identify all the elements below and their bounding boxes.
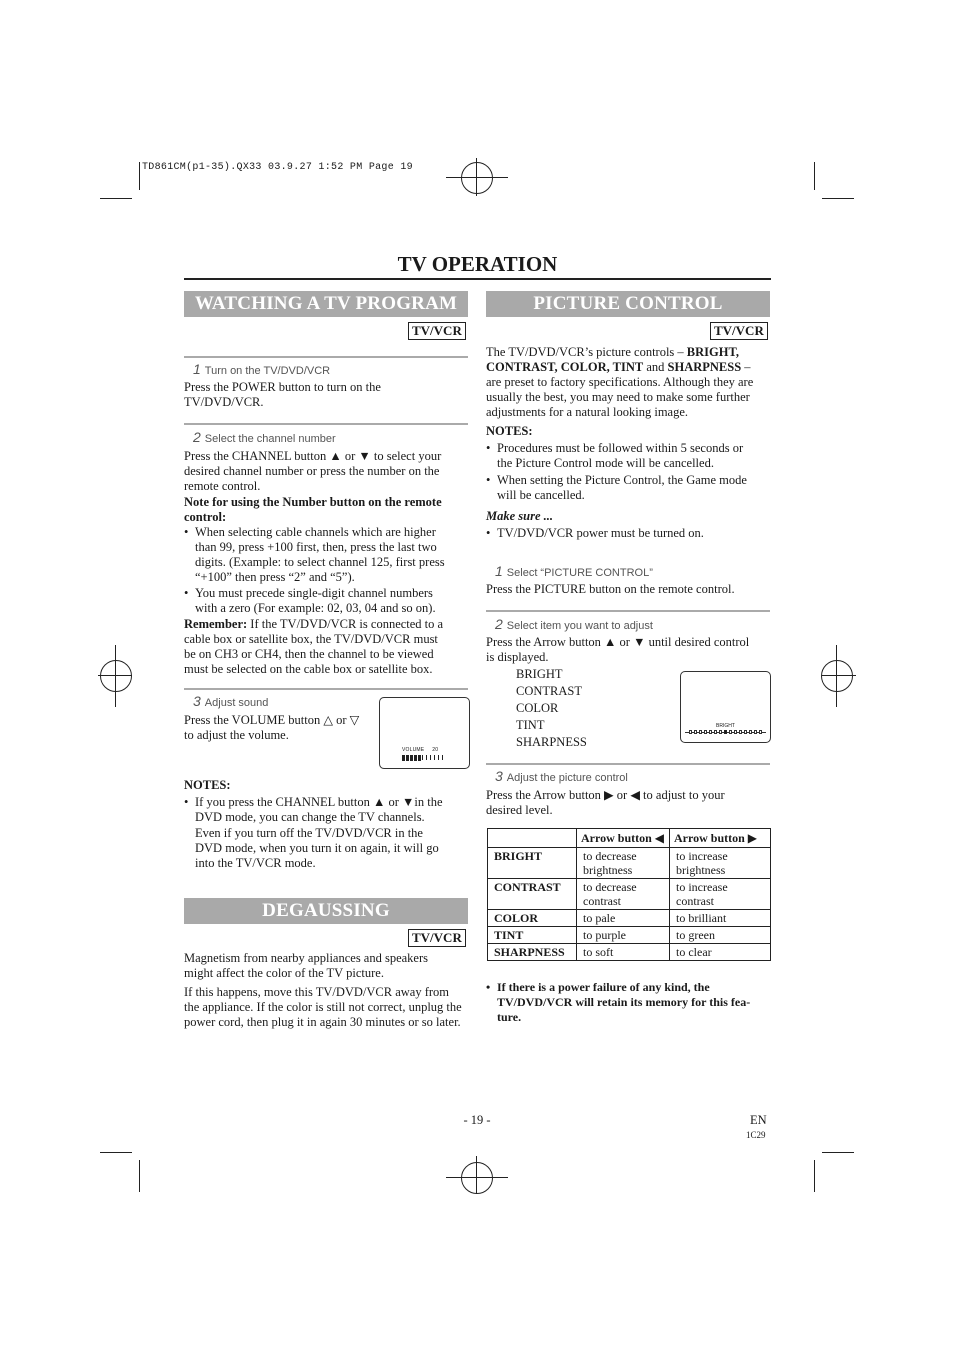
section-banner-degaussing: DEGAUSSING — [184, 898, 468, 924]
step-heading: 3 Adjust the picture control — [495, 768, 628, 784]
table-row — [488, 879, 771, 910]
volume-segment — [442, 755, 443, 760]
table-cell-left: to soft — [577, 944, 670, 961]
table-header-blank — [488, 829, 577, 848]
table-cell-left: to decrease brightness — [577, 848, 670, 879]
slider-step — [744, 730, 747, 734]
step-heading: 1 Turn on the TV/DVD/VCR — [193, 361, 331, 377]
document-code: 1C29 — [746, 1130, 766, 1140]
picture-osd-label: BRIGHT — [716, 723, 735, 729]
table-header-left: Arrow button ◀ — [577, 829, 670, 848]
table-cell-right: to increase brightness — [670, 848, 771, 879]
step-rule — [486, 610, 770, 612]
slider-step — [719, 730, 722, 734]
step-heading: 2 Select the channel number — [193, 429, 336, 445]
slider-step — [739, 730, 742, 734]
table-cell-left: to pale — [577, 910, 670, 927]
list-item: TINT — [516, 718, 545, 732]
volume-segment — [422, 755, 423, 760]
step-heading: 2 Select item you want to adjust — [495, 616, 653, 632]
page-title: TV OPERATION — [397, 252, 558, 276]
step-text: Press the CHANNEL button ▲ or ▼ to select your desired channel number or press the number on the remote control. Note for using the Number button on the remote control: • When selecting cable channels which are higher than 99, press +100 first, then, press the last two digits. (Example: to select channel 125, first press “+100” then press “2” and “5”). • You must precede single-digit channel numbers with a zero (For example: 02, 03, 04 and so on). Remember: If the TV/DVD/VCR is connected to a cable box or satellite box, the TV/DVD/VCR must be on CH3 or CH4, then the channel to be viewed must be selected on the cable box or satellite box. — [184, 449, 472, 677]
volume-segment — [410, 755, 413, 761]
table-header-right: Arrow button ▶ — [670, 829, 771, 848]
crop-mark — [822, 198, 854, 199]
step-rule — [184, 688, 468, 690]
slider-step — [694, 730, 697, 734]
slider-step — [734, 730, 737, 734]
table-row — [488, 944, 771, 961]
slider-step — [689, 730, 692, 734]
notes-block: NOTES: • If you press the CHANNEL button ▲ or ▼in the DVD mode, you can change the TV channels. Even if you turn off the TV/DVD/VCR in the DVD mode, when you turn it on again, it will go into the TV/VCR mode. — [184, 778, 472, 871]
volume-segment — [438, 755, 439, 760]
slug-line: TD861CM(p1-35).QX33 03.9.27 1:52 PM Page 19 — [142, 162, 413, 173]
picture-control-table — [487, 828, 771, 961]
crop-mark — [100, 1152, 132, 1153]
table-cell-left: to purple — [577, 927, 670, 944]
slider-step — [749, 730, 752, 734]
table-cell-left: to decrease contrast — [577, 879, 670, 910]
title-rule — [184, 278, 771, 280]
table-row — [488, 910, 771, 927]
volume-osd-screen — [379, 697, 470, 769]
list-item: COLOR — [516, 701, 559, 715]
volume-segment — [426, 755, 427, 760]
slider-step — [759, 730, 762, 734]
volume-level-bar — [402, 755, 448, 761]
crop-mark — [814, 162, 815, 190]
step-text: Press the VOLUME button △ or ▽ to adjust the volume. — [184, 713, 360, 742]
step-text: Press the POWER button to turn on the TV/DVD/VCR. — [184, 380, 381, 409]
mode-tag: TV/VCR — [408, 322, 466, 340]
step-text: Press the PICTURE button on the remote control. — [486, 582, 735, 596]
power-failure-note: • If there is a power failure of any kind, the TV/DVD/VCR will retain its memory for this fea- ture. — [486, 980, 772, 1025]
table-row — [488, 927, 771, 944]
step-rule — [184, 423, 468, 425]
crop-mark — [814, 1160, 815, 1192]
page-number: - 19 - — [463, 1113, 491, 1127]
step-rule — [486, 763, 770, 765]
table-cell-right: to increase contrast — [670, 879, 771, 910]
list-item: CONTRAST — [516, 684, 582, 698]
slider-step — [709, 730, 712, 734]
list-item: SHARPNESS — [516, 735, 587, 749]
crop-mark — [139, 162, 140, 190]
slider-step — [729, 730, 732, 734]
volume-segment — [418, 755, 421, 761]
crop-mark — [139, 1160, 140, 1192]
volume-segment — [434, 755, 435, 760]
picture-intro: The TV/DVD/VCR’s picture controls – BRIGHT, CONTRAST, COLOR, TINT and SHARPNESS – are preset to factory specifications. Although they are usually the best, you may need to make some further adjustments for a natural looking image. NOTES: • Procedures must be followed within 5 seconds or the Picture Control mode will be cancelled. • When setting the Picture Control, the Game mode will be cancelled. Make sure ... • TV/DVD/VCR power must be turned on. — [486, 345, 776, 541]
table-cell-control: COLOR — [488, 910, 577, 927]
mode-tag: TV/VCR — [710, 322, 768, 340]
step-text: Press the Arrow button ▲ or ▼ until desired control is displayed. — [486, 635, 750, 664]
volume-segment — [430, 755, 431, 760]
mode-tag: TV/VCR — [408, 929, 466, 947]
section-banner-watching: WATCHING A TV PROGRAM — [184, 291, 468, 317]
table-cell-control: TINT — [488, 927, 577, 944]
volume-osd-label: VOLUME 20 — [402, 747, 439, 753]
table-cell-control: SHARPNESS — [488, 944, 577, 961]
table-row — [488, 848, 771, 879]
slider-step — [754, 730, 757, 734]
slider-step — [714, 730, 717, 734]
slider-step — [724, 730, 727, 734]
volume-segment — [414, 755, 417, 761]
control-item-list — [516, 666, 587, 751]
table-cell-right: to clear — [670, 944, 771, 961]
list-item: BRIGHT — [516, 667, 563, 681]
slider-step — [699, 730, 702, 734]
volume-segment — [406, 755, 409, 761]
table-cell-control: CONTRAST — [488, 879, 577, 910]
language-code: EN — [750, 1113, 767, 1127]
table-cell-right: to green — [670, 927, 771, 944]
step-rule — [184, 356, 468, 358]
step-heading: 1 Select “PICTURE CONTROL” — [495, 563, 653, 579]
slider-step — [704, 730, 707, 734]
section-banner-picture: PICTURE CONTROL — [486, 291, 770, 317]
crop-mark — [100, 198, 132, 199]
step-heading: 3 Adjust sound — [193, 693, 269, 709]
volume-segment — [402, 755, 405, 761]
table-cell-right: to brilliant — [670, 910, 771, 927]
degaussing-text: Magnetism from nearby appliances and speakers might affect the color of the TV picture. If this happens, move this TV/DVD/VCR away from the appliance. If the color is still not correct, unplug the power cord, then plug it in again 30 minutes or so later. — [184, 951, 462, 1029]
table-cell-control: BRIGHT — [488, 848, 577, 879]
picture-level-bar — [685, 729, 766, 735]
step-text: Press the Arrow button ▶ or ◀ to adjust to your desired level. — [486, 788, 725, 817]
crop-mark — [822, 1152, 854, 1153]
picture-osd-screen — [680, 671, 771, 743]
